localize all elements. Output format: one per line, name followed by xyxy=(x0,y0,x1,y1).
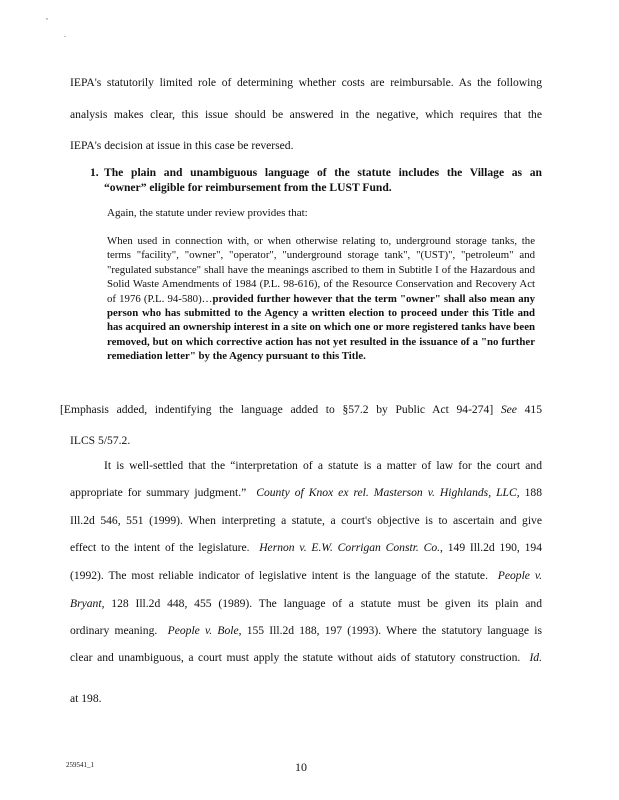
emphasis-cite: 415 xyxy=(524,403,542,416)
body-line xyxy=(70,570,542,582)
heading-line: The plain and unambiguous language of the statute includes the Village as an xyxy=(104,166,542,179)
body-text: , 155 Ill.2d 188, 197 (1993). Where the statutory language is xyxy=(238,624,542,637)
page-number: 10 xyxy=(295,760,307,774)
scan-mark: . xyxy=(64,30,66,39)
case-citation: People v. xyxy=(497,569,542,582)
intro-line: IEPA's statutorily limited role of determining whether costs are reimbursable. As the following xyxy=(70,76,542,89)
intro-line: IEPA's decision at issue in this case be reversed. xyxy=(70,139,294,152)
quote-bold-text: provided further however that the term "owner" shall also mean any person who has submitted to the Agency a written election to proceed under this Title and has acquired an ownership interest in a site on which one or more registered tanks have been removed, but on which corrective action has not yet resulted in the issuance of a "no further remediation letter" by the Agency pursuant to this Title. xyxy=(107,292,536,363)
body-line xyxy=(70,625,542,637)
case-citation: Id. xyxy=(529,651,542,664)
body-text: ordinary meaning. xyxy=(70,624,158,637)
emphasis-note xyxy=(60,404,542,416)
document-id: 259541_1 xyxy=(66,761,94,769)
again-line: Again, the statute under review provides that: xyxy=(107,207,308,219)
body-line: Ill.2d 546, 551 (1999). When interpreting a statute, a court's objective is to ascertain and give xyxy=(70,514,542,527)
body-text: , 128 Ill.2d 448, 455 (1989). The language of a statute must be given its plain and xyxy=(101,597,542,610)
heading-number: 1. xyxy=(90,166,99,179)
quote-plain-text: When used in connection with, or when otherwise relating to, underground storage tanks, the terms "facility", "owner", "operator", "underground storage tank", "(UST)", "petroleum" and "regulated substance" shall have the meanings ascribed to them in Subtitle I of the Hazardous and Solid Waste Amendments of 1984 (P.L. 98-616), of the Resource Conservation and Recovery Act of 1976 (P.L. 94-580)… xyxy=(107,235,535,305)
case-citation: Bryant xyxy=(70,597,102,610)
statute-quote xyxy=(107,234,535,364)
emphasis-text: [Emphasis added, indentifying the language added to §57.2 by Public Act 94-274] xyxy=(60,403,494,416)
case-citation: People v. Bole xyxy=(167,624,239,637)
body-line xyxy=(70,542,542,554)
body-line xyxy=(104,460,542,472)
section-heading xyxy=(90,165,542,195)
case-citation: County of Knox ex rel. Masterson v. Highlands, LLC, xyxy=(256,486,520,499)
emphasis-line-2: ILCS 5/57.2. xyxy=(70,434,131,447)
body-text: (1992). The most reliable indicator of legislative intent is the language of the statute. xyxy=(70,569,488,582)
case-citation: Hernon v. E.W. Corrigan Constr. Co. xyxy=(259,541,441,554)
body-text: It is well-settled that the “interpretation of a statute is a matter of law for the court and xyxy=(104,459,542,472)
body-line: at 198. xyxy=(70,692,102,705)
emphasis-see: See xyxy=(500,403,517,416)
body-text: clear and unambiguous, a court must apply the statute without aids of statutory construction. xyxy=(70,651,521,664)
scan-mark: , xyxy=(46,12,48,21)
body-text: , 149 Ill.2d 190, 194 xyxy=(440,541,543,554)
body-line xyxy=(70,598,542,610)
body-text: 188 xyxy=(524,486,542,499)
body-line xyxy=(70,652,542,664)
body-text: appropriate for summary judgment.” xyxy=(70,486,247,499)
heading-line: “owner” eligible for reimbursement from the LUST Fund. xyxy=(104,181,392,194)
body-text: effect to the intent of the legislature. xyxy=(70,541,250,554)
body-line xyxy=(70,487,542,499)
intro-line: analysis makes clear, this issue should be answered in the negative, which requires that the xyxy=(70,108,542,121)
